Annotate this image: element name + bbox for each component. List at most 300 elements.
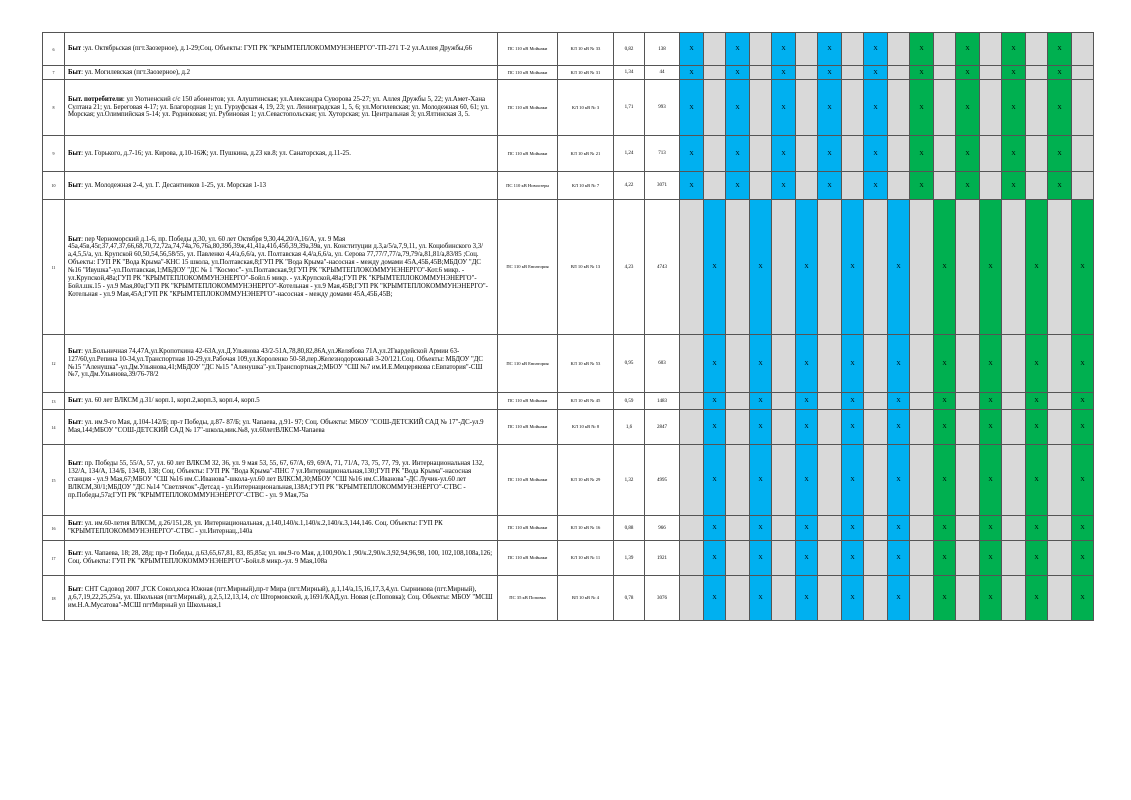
- consumer-type: Быт: [68, 347, 82, 355]
- schedule-cell: [704, 136, 726, 172]
- schedule-cell: [956, 393, 980, 410]
- schedule-cell: X: [772, 66, 796, 80]
- schedule-cell: X: [680, 172, 704, 200]
- schedule-cell: [956, 541, 980, 576]
- schedule-cell: X: [842, 541, 864, 576]
- feeder-line-cell: КЛ 10 кВ № 16: [558, 516, 614, 541]
- schedule-cell: X: [1048, 33, 1072, 66]
- schedule-cell: [910, 393, 934, 410]
- schedule-cell: X: [842, 516, 864, 541]
- feeder-line-cell: КЛ 10 кВ № 8: [558, 410, 614, 445]
- schedule-cell: X: [1026, 541, 1048, 576]
- table-row: [43, 445, 1094, 516]
- consumer-description: [65, 335, 498, 393]
- load-cell: 0,88: [614, 516, 645, 541]
- table-row: [43, 576, 1094, 621]
- schedule-cell: [934, 80, 956, 136]
- schedule-cell: X: [934, 393, 956, 410]
- feeder-line-cell: КЛ 10 кВ № 33: [558, 33, 614, 66]
- schedule-cell: X: [980, 393, 1002, 410]
- schedule-cell: [704, 66, 726, 80]
- schedule-cell: [1048, 541, 1072, 576]
- schedule-cell: [1026, 66, 1048, 80]
- consumer-count-cell: 1921: [645, 541, 680, 576]
- load-cell: 0,82: [614, 33, 645, 66]
- load-cell: 1,24: [614, 136, 645, 172]
- schedule-cell: X: [842, 200, 864, 335]
- substation-cell: ПС 110 кВ Мойнаки: [498, 445, 558, 516]
- schedule-cell: X: [864, 66, 888, 80]
- schedule-cell: X: [1072, 576, 1094, 621]
- schedule-cell: [1002, 410, 1026, 445]
- schedule-cell: X: [842, 410, 864, 445]
- schedule-cell: [726, 576, 750, 621]
- schedule-cell: [934, 66, 956, 80]
- schedule-cell: [680, 335, 704, 393]
- schedule-cell: X: [934, 410, 956, 445]
- schedule-cell: X: [726, 172, 750, 200]
- consumer-count-cell: 993: [645, 80, 680, 136]
- schedule-cell: X: [1072, 410, 1094, 445]
- schedule-cell: [842, 172, 864, 200]
- schedule-cell: [704, 33, 726, 66]
- schedule-cell: X: [934, 541, 956, 576]
- substation-cell: ПС 110 кВ Мойнаки: [498, 66, 558, 80]
- schedule-cell: [726, 200, 750, 335]
- schedule-cell: [1026, 80, 1048, 136]
- schedule-cell: [726, 516, 750, 541]
- schedule-cell: X: [1048, 80, 1072, 136]
- schedule-cell: X: [980, 541, 1002, 576]
- schedule-cell: [864, 335, 888, 393]
- schedule-cell: [1048, 200, 1072, 335]
- schedule-cell: X: [1026, 335, 1048, 393]
- substation-cell: ПС 110 кВ Новоозерн: [498, 172, 558, 200]
- schedule-cell: X: [750, 335, 772, 393]
- schedule-cell: [680, 393, 704, 410]
- schedule-cell: X: [1002, 33, 1026, 66]
- schedule-cell: [910, 335, 934, 393]
- consumer-addresses: :ул. Октябрьская (пгт.Заозерное), д.1-29;Соц. Объекты: ГУП РК "КРЫМТЕПЛОКОММУНЭНЕРГО"-ТП-271 Т-2 ул.Аллея Дружбы,66: [81, 45, 472, 53]
- schedule-cell: X: [1026, 445, 1048, 516]
- schedule-cell: X: [888, 335, 910, 393]
- consumer-addresses: : ул. Горького, д.7-16; ул. Кирова, д.10-16Ж; ул. Пушкина, д.23 кв.8; ул. Санаторская, д.11-25.: [81, 149, 351, 157]
- consumer-type: Быт: [68, 397, 82, 405]
- schedule-cell: X: [864, 80, 888, 136]
- feeder-line-cell: КЛ 10 кВ № 45: [558, 393, 614, 410]
- load-cell: 0,95: [614, 335, 645, 393]
- substation-cell: ПС 110 кВ Мойнаки: [498, 80, 558, 136]
- consumer-description: [65, 66, 498, 80]
- row-number: 18: [43, 576, 65, 621]
- consumer-description: [65, 172, 498, 200]
- schedule-cell: X: [1026, 393, 1048, 410]
- schedule-cell: [750, 136, 772, 172]
- row-number: 8: [43, 80, 65, 136]
- schedule-cell: [888, 80, 910, 136]
- consumer-addresses: : пр. Победы 55, 55/А, 57, ул. 60 лет ВЛКСМ 32, 36, ул. 9 мая 53, 55, 67, 67/А, 69, 69/А, 71, 71/А, 73, 75, 77, 79, ул. Интернациональная 132, 132/А, 134/А, 134/Б, 134/В, 138; Соц. Объекты: ГУП РК "Вода Крыма"-ПНС 7 ул.Интернациональная,130;ГУП РК "Вода Крыма"-насосная станция - ул.9 Мая,67;МБОУ "СШ №16 им.С.Иванова"-школа-ул.60 лет ВЛКСМ,30;МБОУ "СШ №16 им.С.Иванова"-ДС Лучик-ул.60 лет ВЛКСМ,30/1;МБДОУ "ДС №14 "Светлячок"-Детсад - ул.Интернациональная,138А;ГУП РК "КРЫМТЕПЛОКОММУНЭНЕРГО"-СТВС - пр.Победы,57а;ГУП РК "КРЫМТЕПЛОКОММУНЭНЕРГО"-СТВС - ул. 9 Мая,75а: [68, 460, 484, 499]
- row-number: 13: [43, 393, 65, 410]
- load-cell: 0,59: [614, 393, 645, 410]
- table-row: [43, 410, 1094, 445]
- substation-cell: ПС 35 кВ Поповка: [498, 576, 558, 621]
- schedule-cell: [888, 172, 910, 200]
- schedule-cell: [726, 410, 750, 445]
- consumer-addresses: : ул. Могилевская (пгт.Заозерное), д.2: [81, 68, 191, 76]
- schedule-cell: X: [726, 33, 750, 66]
- schedule-cell: X: [956, 172, 980, 200]
- schedule-cell: [1002, 576, 1026, 621]
- schedule-cell: [796, 80, 818, 136]
- schedule-cell: [680, 541, 704, 576]
- consumer-description: [65, 393, 498, 410]
- schedule-cell: X: [910, 66, 934, 80]
- schedule-cell: [680, 516, 704, 541]
- schedule-cell: X: [704, 410, 726, 445]
- consumer-type: Быт: [68, 68, 82, 76]
- consumer-description: [65, 516, 498, 541]
- schedule-cell: X: [772, 80, 796, 136]
- schedule-cell: [910, 200, 934, 335]
- schedule-cell: X: [956, 80, 980, 136]
- schedule-cell: [1072, 80, 1094, 136]
- schedule-cell: X: [680, 136, 704, 172]
- schedule-cell: [842, 66, 864, 80]
- schedule-cell: X: [1002, 66, 1026, 80]
- feeder-line-cell: КЛ 10 кВ № 3: [558, 80, 614, 136]
- table-row: [43, 136, 1094, 172]
- schedule-cell: X: [864, 33, 888, 66]
- row-number: 17: [43, 541, 65, 576]
- schedule-cell: [772, 200, 796, 335]
- schedule-cell: X: [772, 33, 796, 66]
- schedule-cell: [980, 172, 1002, 200]
- schedule-cell: [796, 172, 818, 200]
- schedule-cell: [796, 136, 818, 172]
- consumer-addresses: : ул Уютненский с/с 150 абонентов; ул. Алуштинская; ул.Александра Суворова 25-27; ул. Аллея Дружбы 5, 22; ул.Амет-Хана Султана 21; ул. Береговая 4-17; ул. Благородная 1; ул. Гурзуфская 4, 19, 23; ул. Ленинградская 1, 5, 6; ул.Могилевская; ул. Молодежная 60, 61; ул. Морская; ул.Олимпийская 5-14; ул. Родниковая; ул. Рубиновая 1; ул.Севастопольская; ул. Хуторская; ул. Центральная 3; ул.Ялтинская 3, 5.: [68, 95, 489, 119]
- row-number: 6: [43, 33, 65, 66]
- consumer-count-cell: 966: [645, 516, 680, 541]
- schedule-cell: [956, 445, 980, 516]
- schedule-cell: X: [980, 576, 1002, 621]
- schedule-cell: [772, 410, 796, 445]
- table-row: [43, 393, 1094, 410]
- schedule-cell: [1072, 66, 1094, 80]
- schedule-cell: [864, 393, 888, 410]
- schedule-cell: X: [934, 576, 956, 621]
- schedule-cell: [910, 445, 934, 516]
- schedule-cell: X: [796, 516, 818, 541]
- schedule-cell: [910, 410, 934, 445]
- schedule-cell: X: [842, 445, 864, 516]
- consumer-type: Быт: [68, 550, 82, 558]
- feeder-line-cell: КЛ 10 кВ № 29: [558, 445, 614, 516]
- schedule-cell: [1002, 516, 1026, 541]
- consumer-count-cell: 4995: [645, 445, 680, 516]
- schedule-cell: [980, 66, 1002, 80]
- feeder-line-cell: КЛ 10 кВ № 21: [558, 136, 614, 172]
- schedule-cell: [726, 445, 750, 516]
- consumer-type: Быт: [68, 149, 82, 157]
- table-body: [43, 33, 1094, 621]
- schedule-cell: X: [704, 393, 726, 410]
- schedule-cell: [818, 410, 842, 445]
- consumer-description: [65, 410, 498, 445]
- load-cell: 1,6: [614, 410, 645, 445]
- consumer-type: Быт: [68, 181, 82, 189]
- schedule-cell: X: [704, 200, 726, 335]
- schedule-cell: X: [934, 335, 956, 393]
- schedule-cell: X: [1072, 335, 1094, 393]
- schedule-cell: [956, 410, 980, 445]
- schedule-cell: X: [796, 541, 818, 576]
- schedule-cell: [772, 445, 796, 516]
- row-number: 7: [43, 66, 65, 80]
- schedule-cell: X: [796, 200, 818, 335]
- schedule-cell: X: [980, 410, 1002, 445]
- consumer-count-cell: 2847: [645, 410, 680, 445]
- schedule-cell: X: [704, 576, 726, 621]
- consumer-description: [65, 136, 498, 172]
- schedule-cell: [726, 335, 750, 393]
- feeder-line-cell: КЛ 10 кВ № 11: [558, 541, 614, 576]
- schedule-cell: X: [888, 576, 910, 621]
- schedule-cell: [934, 136, 956, 172]
- schedule-cell: [818, 200, 842, 335]
- schedule-cell: [1048, 410, 1072, 445]
- schedule-cell: X: [750, 576, 772, 621]
- schedule-cell: [956, 335, 980, 393]
- schedule-cell: X: [1048, 172, 1072, 200]
- schedule-cell: X: [842, 576, 864, 621]
- schedule-cell: [888, 66, 910, 80]
- schedule-cell: [842, 80, 864, 136]
- consumer-description: [65, 576, 498, 621]
- schedule-cell: X: [956, 136, 980, 172]
- feeder-line-cell: КЛ 10 кВ № 31: [558, 66, 614, 80]
- schedule-cell: [818, 576, 842, 621]
- schedule-cell: X: [772, 172, 796, 200]
- substation-cell: ПС 110 кВ Мойнаки: [498, 33, 558, 66]
- consumer-count-cell: 603: [645, 335, 680, 393]
- table-row: [43, 335, 1094, 393]
- schedule-cell: [842, 136, 864, 172]
- schedule-cell: X: [726, 136, 750, 172]
- substation-cell: ПС 110 кВ Мойнаки: [498, 136, 558, 172]
- schedule-cell: X: [1048, 136, 1072, 172]
- schedule-cell: X: [750, 393, 772, 410]
- table-row: [43, 516, 1094, 541]
- consumer-count-cell: 3076: [645, 576, 680, 621]
- schedule-cell: [1026, 33, 1048, 66]
- consumer-description: [65, 541, 498, 576]
- schedule-cell: X: [1026, 410, 1048, 445]
- schedule-cell: X: [796, 576, 818, 621]
- schedule-cell: [956, 516, 980, 541]
- schedule-cell: [1048, 335, 1072, 393]
- schedule-cell: X: [888, 541, 910, 576]
- schedule-cell: X: [1072, 445, 1094, 516]
- schedule-cell: [956, 200, 980, 335]
- schedule-cell: X: [980, 335, 1002, 393]
- schedule-cell: X: [956, 66, 980, 80]
- consumer-count-cell: 1483: [645, 393, 680, 410]
- schedule-cell: [864, 576, 888, 621]
- schedule-cell: X: [818, 136, 842, 172]
- schedule-cell: X: [1072, 516, 1094, 541]
- schedule-cell: X: [888, 393, 910, 410]
- load-cell: 1,32: [614, 445, 645, 516]
- row-number: 10: [43, 172, 65, 200]
- schedule-cell: [1026, 172, 1048, 200]
- schedule-cell: X: [818, 33, 842, 66]
- consumer-count-cell: 44: [645, 66, 680, 80]
- row-number: 15: [43, 445, 65, 516]
- schedule-cell: X: [680, 33, 704, 66]
- schedule-cell: [1002, 335, 1026, 393]
- schedule-cell: X: [1026, 200, 1048, 335]
- schedule-cell: [818, 393, 842, 410]
- consumer-type: Быт: [68, 419, 82, 427]
- schedule-cell: X: [910, 136, 934, 172]
- schedule-cell: X: [888, 516, 910, 541]
- schedule-cell: [796, 33, 818, 66]
- schedule-cell: [1072, 172, 1094, 200]
- schedule-cell: X: [818, 172, 842, 200]
- schedule-cell: [1048, 576, 1072, 621]
- schedule-cell: [796, 66, 818, 80]
- consumer-description: [65, 33, 498, 66]
- schedule-cell: X: [864, 172, 888, 200]
- substation-cell: ПС 110 кВ Евпатория: [498, 335, 558, 393]
- schedule-cell: [750, 172, 772, 200]
- table-row: [43, 66, 1094, 80]
- schedule-cell: X: [956, 33, 980, 66]
- substation-cell: ПС 110 кВ Евпатория: [498, 200, 558, 335]
- schedule-cell: X: [796, 410, 818, 445]
- consumer-addresses: : ул. им.9-го Мая, д.104-142/Б; пр-т Победы, д.87- 87/Б; ул. Чапаева, д.91- 97; Соц. Объекты: МБОУ "СОШ-ДЕТСКИЙ САД № 17"-ДС-ул.9 Мая,144;МБОУ "СОШ-ДЕТСКИЙ САД № 17"-школа,мик.№8, ул.60летВЛКСМ-Чапаева: [68, 419, 484, 434]
- schedule-cell: X: [1002, 172, 1026, 200]
- schedule-cell: [910, 541, 934, 576]
- schedule-cell: [1048, 445, 1072, 516]
- schedule-cell: X: [1002, 136, 1026, 172]
- schedule-cell: [818, 335, 842, 393]
- schedule-cell: X: [980, 200, 1002, 335]
- schedule-cell: X: [796, 445, 818, 516]
- load-cell: 0,78: [614, 576, 645, 621]
- schedule-cell: [818, 516, 842, 541]
- consumer-addresses: : ул. им.60-летия ВЛКСМ, д.26/151,28, ул. Интернациональная, д.140,140/к.1,140/к.2,140/к.3,144,146. Соц. Объекты: ГУП РК "КРЫМТЕПЛОКОММУНЭНЕРГО"-СТВС - ул.Интернац.,140а: [68, 520, 443, 535]
- consumer-addresses: : СНТ Садовод 2007 ,ГСК Сокол,коса Южная (пгт.Мирный),пр-т Мира (пгт.Мирный), д.1,14/а,15,16,17,3,4,ул. Сырникова (пгт.Мирный), д.6,7,19,22,25,25/а, ул. Школьная (пгт.Мирный), д.2,5,12,13,14, с/с Штормовской, д.1691/КАД,ул. Новая (с.Поповка); Соц. Объекты: МБОУ "МСШ им.Н.А.Мусатова"-МСШ пгтМирный ул Школьная,1: [68, 586, 493, 609]
- schedule-cell: X: [934, 516, 956, 541]
- schedule-cell: X: [934, 445, 956, 516]
- schedule-cell: X: [750, 445, 772, 516]
- feeder-line-cell: ВЛ 10 кВ № 4: [558, 576, 614, 621]
- schedule-cell: [750, 66, 772, 80]
- consumer-addresses: : ул. Молодежная 2-4, ул. Г. Десантников 1-25, ул. Морская 1-13: [81, 181, 267, 189]
- consumer-type: Быт. потребители: [68, 95, 123, 103]
- schedule-cell: [842, 33, 864, 66]
- schedule-cell: X: [910, 33, 934, 66]
- schedule-cell: X: [1072, 541, 1094, 576]
- schedule-cell: X: [750, 410, 772, 445]
- schedule-cell: X: [750, 516, 772, 541]
- schedule-cell: [750, 80, 772, 136]
- table-row: [43, 541, 1094, 576]
- schedule-cell: [864, 516, 888, 541]
- schedule-cell: X: [818, 80, 842, 136]
- schedule-cell: [772, 576, 796, 621]
- load-cell: 1,71: [614, 80, 645, 136]
- schedule-cell: [1072, 33, 1094, 66]
- schedule-cell: [864, 445, 888, 516]
- schedule-cell: [888, 136, 910, 172]
- schedule-cell: [680, 445, 704, 516]
- schedule-cell: [934, 33, 956, 66]
- schedule-cell: [726, 541, 750, 576]
- consumer-count-cell: 4743: [645, 200, 680, 335]
- schedule-cell: X: [910, 80, 934, 136]
- schedule-cell: X: [980, 445, 1002, 516]
- schedule-cell: [704, 80, 726, 136]
- schedule-cell: [910, 576, 934, 621]
- table-row: [43, 33, 1094, 66]
- consumer-addresses: : ул.Больничная 74,47А,ул.Кропоткина 42-63А,ул.Д.Ульянова 43/2-51А,78,80,82,86А,ул.Желябова 71А,ул.2Гвардейской Армии 63-127/60,ул.Репина 10-34,ул.Транспортная 10-29,ул.Рабочая 109,ул.Короленко 50-58,пер.Железнодорожный 3-20/121.Соц. Объекты: МБДОУ "ДС №15 "Аленушка"-ул.Дм.Ульянова,41;МБДОУ "ДС №15 "Аленушка"-ул.Транспортная,2;МБОУ "СШ №7 им.И.Е.Мещерякова г.Евпатория"-СШ №7, ул.Дм.Ульянова,39/76-78/2: [68, 347, 483, 379]
- load-cell: 1,39: [614, 541, 645, 576]
- consumer-addresses: : ул. 60 лет ВЛКСМ д.31/ корп.1, корп.2,корп.3, корп.4, корп.5: [81, 397, 260, 405]
- schedule-cell: [864, 410, 888, 445]
- schedule-cell: X: [842, 335, 864, 393]
- consumer-count-cell: 138: [645, 33, 680, 66]
- consumer-description: [65, 80, 498, 136]
- schedule-cell: [1002, 200, 1026, 335]
- row-number: 16: [43, 516, 65, 541]
- schedule-cell: X: [910, 172, 934, 200]
- consumer-description: [65, 445, 498, 516]
- schedule-cell: X: [888, 445, 910, 516]
- schedule-cell: [1002, 541, 1026, 576]
- feeder-line-cell: КЛ 10 кВ № 53: [558, 335, 614, 393]
- load-cell: 4,23: [614, 200, 645, 335]
- substation-cell: ПС 110 кВ Мойнаки: [498, 410, 558, 445]
- schedule-cell: X: [704, 516, 726, 541]
- schedule-cell: X: [726, 80, 750, 136]
- feeder-line-cell: КЛ 10 кВ № 7: [558, 172, 614, 200]
- schedule-cell: X: [704, 335, 726, 393]
- schedule-cell: [704, 172, 726, 200]
- schedule-cell: [1048, 393, 1072, 410]
- consumer-type: Быт: [68, 460, 82, 468]
- substation-cell: ПС 110 кВ Мойнаки: [498, 393, 558, 410]
- schedule-cell: [980, 33, 1002, 66]
- schedule-cell: X: [1072, 200, 1094, 335]
- schedule-cell: [910, 516, 934, 541]
- consumer-type: Быт: [68, 520, 82, 528]
- schedule-cell: X: [1026, 576, 1048, 621]
- schedule-cell: [772, 516, 796, 541]
- schedule-cell: [680, 200, 704, 335]
- consumer-count-cell: 3071: [645, 172, 680, 200]
- schedule-cell: [980, 80, 1002, 136]
- schedule-cell: X: [1026, 516, 1048, 541]
- schedule-cell: [864, 200, 888, 335]
- row-number: 12: [43, 335, 65, 393]
- schedule-cell: X: [980, 516, 1002, 541]
- feeder-line-cell: ВЛ 10 кВ № 13: [558, 200, 614, 335]
- schedule-cell: [980, 136, 1002, 172]
- row-number: 11: [43, 200, 65, 335]
- schedule-cell: X: [772, 136, 796, 172]
